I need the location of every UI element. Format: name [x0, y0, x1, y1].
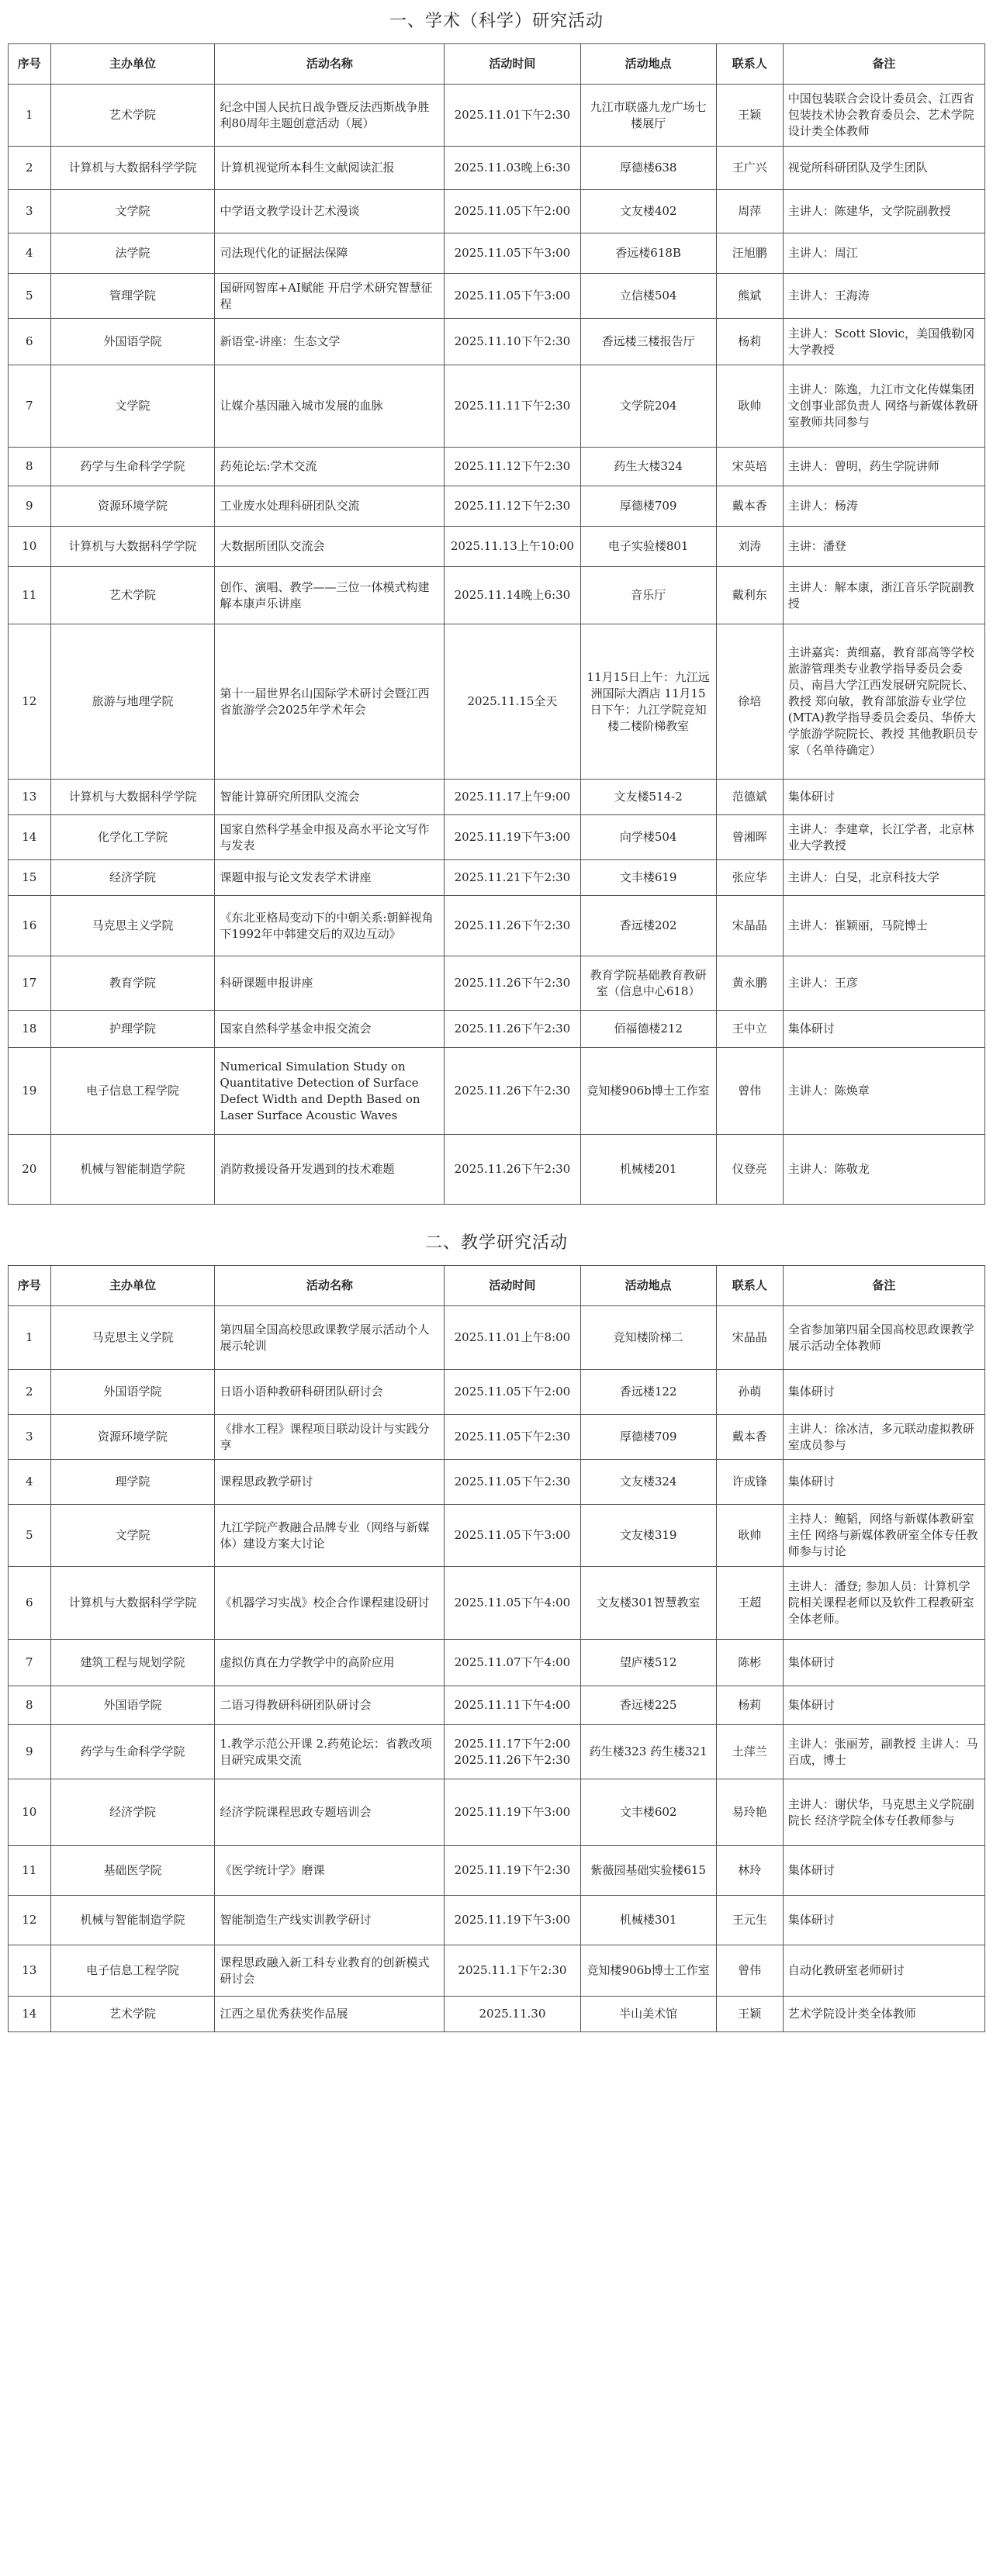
contact-person: 周萍	[716, 190, 783, 233]
activity-time: 2025.11.17上午9:00	[445, 780, 580, 815]
contact-person: 王颖	[716, 85, 783, 147]
activity-time: 2025.11.11下午2:30	[445, 365, 580, 448]
activity-name: 科研课题申报讲座	[215, 956, 445, 1011]
remarks: 全省参加第四届全国高校思政课教学展示活动全体教师	[783, 1306, 984, 1370]
row-number: 11	[9, 1846, 51, 1896]
activity-time: 2025.11.19下午2:30	[445, 1846, 580, 1896]
section-title-academic: 一、学术（科学）研究活动	[389, 12, 604, 31]
activity-name: 国研网智库+AI赋能 开启学术研究智慧征程	[215, 274, 445, 319]
contact-person: 黄永鹏	[716, 956, 783, 1011]
remarks: 主讲人：李建章，长江学者，北京林业大学教授	[783, 815, 984, 860]
table-header-row	[9, 44, 985, 85]
table-row	[9, 1505, 985, 1567]
host-unit: 基础医学院	[50, 1846, 215, 1896]
activity-name: 让媒介基因融入城市发展的血脉	[215, 365, 445, 448]
activity-name: 司法现代化的证据法保障	[215, 233, 445, 274]
row-number: 18	[9, 1011, 51, 1048]
activity-name: 大数据所团队交流会	[215, 527, 445, 567]
host-unit: 文学院	[50, 365, 215, 448]
activity-place: 九江市联盛九龙广场七楼展厅	[580, 85, 716, 147]
activity-time: 2025.11.15全天	[445, 624, 580, 780]
activity-name: 智能制造生产线实训教学研讨	[215, 1896, 445, 1945]
row-number: 5	[9, 1505, 51, 1567]
activity-name: 消防救援设备开发遇到的技术难题	[215, 1135, 445, 1205]
remarks: 集体研讨	[783, 1011, 984, 1048]
table-row	[9, 567, 985, 624]
row-number: 7	[9, 365, 51, 448]
table-row	[9, 233, 985, 274]
remarks: 主讲人：张丽芳，副教授 主讲人：马百成，博士	[783, 1725, 984, 1779]
host-unit: 资源环境学院	[50, 1415, 215, 1460]
contact-person: 王中立	[716, 1011, 783, 1048]
remarks: 集体研讨	[783, 1846, 984, 1896]
activity-name: 第四届全国高校思政课教学展示活动个人展示轮训	[215, 1306, 445, 1370]
activity-place: 机械楼301	[580, 1896, 716, 1945]
row-number: 4	[9, 233, 51, 274]
row-number: 2	[9, 147, 51, 190]
activity-name: 课题申报与论文发表学术讲座	[215, 860, 445, 896]
activity-time: 2025.11.05下午3:00	[445, 274, 580, 319]
header-org: 主办单位	[50, 44, 215, 85]
header-org: 主办单位	[50, 1266, 215, 1306]
table-row	[9, 815, 985, 860]
activity-place: 教育学院基础教育教研室（信息中心618）	[580, 956, 716, 1011]
activity-place: 望庐楼512	[580, 1640, 716, 1686]
header-time: 活动时间	[445, 1266, 580, 1306]
activity-name: 智能计算研究所团队交流会	[215, 780, 445, 815]
table-row	[9, 1779, 985, 1846]
row-number: 9	[9, 486, 51, 527]
activity-place: 文友楼319	[580, 1505, 716, 1567]
activity-time: 2025.11.05下午3:00	[445, 233, 580, 274]
remarks: 主讲：潘登	[783, 527, 984, 567]
header-contact: 联系人	[716, 1266, 783, 1306]
remarks: 集体研讨	[783, 1686, 984, 1725]
activity-name: 工业废水处理科研团队交流	[215, 486, 445, 527]
host-unit: 外国语学院	[50, 1370, 215, 1415]
host-unit: 艺术学院	[50, 567, 215, 624]
remarks: 主讲人：谢伏华，马克思主义学院副院长 经济学院全体专任教师参与	[783, 1779, 984, 1846]
header-note: 备注	[783, 1266, 984, 1306]
host-unit: 计算机与大数据科学学院	[50, 147, 215, 190]
activity-name: 计算机视觉所本科生文献阅读汇报	[215, 147, 445, 190]
host-unit: 建筑工程与规划学院	[50, 1640, 215, 1686]
host-unit: 外国语学院	[50, 1686, 215, 1725]
activity-time: 2025.11.19下午3:00	[445, 1896, 580, 1945]
remarks: 主讲人：崔颖丽，马院博士	[783, 896, 984, 956]
remarks: 集体研讨	[783, 1460, 984, 1505]
header-contact: 联系人	[716, 44, 783, 85]
table-row	[9, 365, 985, 448]
activity-time: 2025.11.26下午2:30	[445, 896, 580, 956]
host-unit: 马克思主义学院	[50, 896, 215, 956]
activity-place: 文友楼324	[580, 1460, 716, 1505]
contact-person: 林玲	[716, 1846, 783, 1896]
activity-name: 1.教学示范公开课 2.药苑论坛：省教改项目研究成果交流	[215, 1725, 445, 1779]
activity-name: 创作、演唱、教学——三位一体模式构建解本康声乐讲座	[215, 567, 445, 624]
table-row	[9, 1306, 985, 1370]
header-name: 活动名称	[215, 1266, 445, 1306]
table-row	[9, 1135, 985, 1205]
activity-time: 2025.11.26下午2:30	[445, 956, 580, 1011]
table-row	[9, 1725, 985, 1779]
host-unit: 经济学院	[50, 1779, 215, 1846]
contact-person: 宋英培	[716, 448, 783, 486]
host-unit: 马克思主义学院	[50, 1306, 215, 1370]
contact-person: 易玲艳	[716, 1779, 783, 1846]
activity-name: 九江学院产教融合品牌专业（网络与新媒体）建设方案大讨论	[215, 1505, 445, 1567]
row-number: 7	[9, 1640, 51, 1686]
activity-place: 香远楼122	[580, 1370, 716, 1415]
host-unit: 管理学院	[50, 274, 215, 319]
remarks: 主讲人：周江	[783, 233, 984, 274]
contact-person: 曾湘晖	[716, 815, 783, 860]
activity-time: 2025.11.1下午2:30	[445, 1945, 580, 1997]
remarks: 集体研讨	[783, 1640, 984, 1686]
activity-time: 2025.11.05下午4:00	[445, 1567, 580, 1640]
host-unit: 旅游与地理学院	[50, 624, 215, 780]
contact-person: 戴本香	[716, 486, 783, 527]
activity-name: 《排水工程》课程项目联动设计与实践分享	[215, 1415, 445, 1460]
remarks: 主持人：鲍韬，网络与新媒体教研室主任 网络与新媒体教研室全体专任教师参与讨论	[783, 1505, 984, 1567]
activity-name: 国家自然科学基金申报及高水平论文写作与发表	[215, 815, 445, 860]
section-title-teaching: 二、教学研究活动	[424, 1233, 568, 1253]
activity-place: 向学楼504	[580, 815, 716, 860]
contact-person: 王超	[716, 1567, 783, 1640]
activity-place: 竞知楼906b博士工作室	[580, 1945, 716, 1997]
table-row	[9, 147, 985, 190]
activity-time: 2025.11.26下午2:30	[445, 1011, 580, 1048]
table-row	[9, 1415, 985, 1460]
contact-person: 王广兴	[716, 147, 783, 190]
activity-place: 机械楼201	[580, 1135, 716, 1205]
activity-time: 2025.11.05下午3:00	[445, 1505, 580, 1567]
header-note: 备注	[783, 44, 984, 85]
contact-person: 许成锋	[716, 1460, 783, 1505]
table-row	[9, 1640, 985, 1686]
row-number: 10	[9, 1779, 51, 1846]
remarks: 主讲人：Scott Slovic，美国俄勒冈大学教授	[783, 319, 984, 365]
row-number: 20	[9, 1135, 51, 1205]
remarks: 主讲人：徐冰洁，多元联动虚拟教研室成员参与	[783, 1415, 984, 1460]
remarks: 艺术学院设计类全体教师	[783, 1997, 984, 2032]
remarks: 主讲人：白旻，北京科技大学	[783, 860, 984, 896]
table-row	[9, 274, 985, 319]
activity-name: 《医学统计学》磨课	[215, 1846, 445, 1896]
activity-time: 2025.11.26下午2:30	[445, 1135, 580, 1205]
table-row	[9, 190, 985, 233]
activity-place: 香远楼202	[580, 896, 716, 956]
contact-person: 陈彬	[716, 1640, 783, 1686]
header-place: 活动地点	[580, 1266, 716, 1306]
row-number: 5	[9, 274, 51, 319]
activity-place: 音乐厅	[580, 567, 716, 624]
table-row	[9, 780, 985, 815]
table-row	[9, 85, 985, 147]
host-unit: 药学与生命科学学院	[50, 1725, 215, 1779]
table-row	[9, 448, 985, 486]
host-unit: 电子信息工程学院	[50, 1945, 215, 1997]
activity-name: 药苑论坛:学术交流	[215, 448, 445, 486]
table-row	[9, 486, 985, 527]
remarks: 主讲人：王海涛	[783, 274, 984, 319]
contact-person: 王元生	[716, 1896, 783, 1945]
activity-name: 第十一届世界名山国际学术研讨会暨江西省旅游学会2025年学术年会	[215, 624, 445, 780]
activity-name: 课程思政融入新工科专业教育的创新模式研讨会	[215, 1945, 445, 1997]
table-row	[9, 1370, 985, 1415]
contact-person: 曾伟	[716, 1048, 783, 1135]
table-row	[9, 624, 985, 780]
activity-name: 经济学院课程思政专题培训会	[215, 1779, 445, 1846]
table-row	[9, 1945, 985, 1997]
row-number: 4	[9, 1460, 51, 1505]
row-number: 2	[9, 1370, 51, 1415]
row-number: 13	[9, 780, 51, 815]
table-row	[9, 1686, 985, 1725]
activity-time: 2025.11.10下午2:30	[445, 319, 580, 365]
host-unit: 外国语学院	[50, 319, 215, 365]
activity-place: 香远楼225	[580, 1686, 716, 1725]
remarks: 主讲人：陈逸，九江市文化传媒集团文创事业部负责人 网络与新媒体教研室教师共同参与	[783, 365, 984, 448]
contact-person: 孙萌	[716, 1370, 783, 1415]
contact-person: 仪登亮	[716, 1135, 783, 1205]
row-number: 16	[9, 896, 51, 956]
activity-place: 紫薇园基础实验楼615	[580, 1846, 716, 1896]
remarks: 集体研讨	[783, 1370, 984, 1415]
activity-time: 2025.11.01下午2:30	[445, 85, 580, 147]
remarks: 主讲人：陈敬龙	[783, 1135, 984, 1205]
activity-name: 江西之星优秀获奖作品展	[215, 1997, 445, 2032]
remarks: 集体研讨	[783, 780, 984, 815]
teaching-activities-table	[8, 1265, 985, 2032]
row-number: 3	[9, 190, 51, 233]
activity-place: 药生大楼324	[580, 448, 716, 486]
row-number: 11	[9, 567, 51, 624]
remarks: 主讲人：陈建华，文学院副教授	[783, 190, 984, 233]
table-row	[9, 1460, 985, 1505]
table-row	[9, 1846, 985, 1896]
activity-place: 文丰楼602	[580, 1779, 716, 1846]
table-row	[9, 319, 985, 365]
activity-name: 中学语文教学设计艺术漫谈	[215, 190, 445, 233]
remarks: 主讲人：杨涛	[783, 486, 984, 527]
activity-time: 2025.11.05下午2:30	[445, 1415, 580, 1460]
activity-name: 二语习得教研科研团队研讨会	[215, 1686, 445, 1725]
host-unit: 计算机与大数据科学学院	[50, 527, 215, 567]
table-row	[9, 1997, 985, 2032]
contact-person: 曾伟	[716, 1945, 783, 1997]
row-number: 9	[9, 1725, 51, 1779]
activity-place: 药生楼323 药生楼321	[580, 1725, 716, 1779]
contact-person: 王颖	[716, 1997, 783, 2032]
activity-time: 2025.11.14晚上6:30	[445, 567, 580, 624]
remarks: 主讲人：潘登; 参加人员：计算机学院相关课程老师以及软件工程教研室全体老师。	[783, 1567, 984, 1640]
activity-name: 虚拟仿真在力学教学中的高阶应用	[215, 1640, 445, 1686]
activity-time: 2025.11.12下午2:30	[445, 486, 580, 527]
activity-time: 2025.11.05下午2:00	[445, 1370, 580, 1415]
contact-person: 张应华	[716, 860, 783, 896]
activity-time: 2025.11.19下午3:00	[445, 815, 580, 860]
activity-time: 2025.11.07下午4:00	[445, 1640, 580, 1686]
activity-place: 竞知楼阶梯二	[580, 1306, 716, 1370]
row-number: 3	[9, 1415, 51, 1460]
host-unit: 护理学院	[50, 1011, 215, 1048]
activity-place: 厚德楼709	[580, 486, 716, 527]
remarks: 主讲人：解本康，浙江音乐学院副教授	[783, 567, 984, 624]
table-row	[9, 860, 985, 896]
activity-name: 《东北亚格局变动下的中朝关系:朝鲜视角下1992年中韩建交后的双边互动》	[215, 896, 445, 956]
remarks: 自动化教研室老师研讨	[783, 1945, 984, 1997]
activity-place: 11月15日上午：九江远洲国际大酒店 11月15日下午：九江学院竞知楼二楼阶梯教室	[580, 624, 716, 780]
host-unit: 文学院	[50, 1505, 215, 1567]
activity-time: 2025.11.19下午3:00	[445, 1779, 580, 1846]
activity-name: 国家自然科学基金申报交流会	[215, 1011, 445, 1048]
activity-time: 2025.11.30	[445, 1997, 580, 2032]
remarks: 集体研讨	[783, 1896, 984, 1945]
activity-place: 电子实验楼801	[580, 527, 716, 567]
row-number: 8	[9, 448, 51, 486]
table-row	[9, 896, 985, 956]
activity-name: 课程思政教学研讨	[215, 1460, 445, 1505]
activity-place: 文丰楼619	[580, 860, 716, 896]
academic-activities-table	[8, 43, 985, 1205]
contact-person: 宋晶晶	[716, 1306, 783, 1370]
activity-place: 竞知楼906b博士工作室	[580, 1048, 716, 1135]
table-row	[9, 956, 985, 1011]
contact-person: 耿帅	[716, 365, 783, 448]
remarks: 主讲嘉宾：黄细嘉，教育部高等学校旅游管理类专业教学指导委员会委员、南昌大学江西发展研究院院长、教授 郑向敏，教育部旅游专业学位(MTA)教学指导委员会委员、华侨大学旅游学院院长、教授 其他教职员专家（名单待确定）	[783, 624, 984, 780]
activity-name: 纪念中国人民抗日战争暨反法西斯战争胜利80周年主题创意活动（展）	[215, 85, 445, 147]
row-number: 17	[9, 956, 51, 1011]
activity-place: 文友楼402	[580, 190, 716, 233]
activity-place: 文学院204	[580, 365, 716, 448]
remarks: 中国包装联合会设计委员会、江西省包装技术协会教育委员会、艺术学院设计类全体教师	[783, 85, 984, 147]
remarks: 主讲人：王彦	[783, 956, 984, 1011]
row-number: 8	[9, 1686, 51, 1725]
host-unit: 化学化工学院	[50, 815, 215, 860]
contact-person: 土萍兰	[716, 1725, 783, 1779]
activity-time: 2025.11.17下午2:00 2025.11.26下午2:30	[445, 1725, 580, 1779]
host-unit: 计算机与大数据科学学院	[50, 1567, 215, 1640]
row-number: 12	[9, 1896, 51, 1945]
table-row	[9, 527, 985, 567]
contact-person: 刘涛	[716, 527, 783, 567]
activity-place: 佰福德楼212	[580, 1011, 716, 1048]
contact-person: 耿帅	[716, 1505, 783, 1567]
row-number: 14	[9, 815, 51, 860]
remarks: 主讲人：曾明，药生学院讲师	[783, 448, 984, 486]
activity-name: 日语小语种教研科研团队研讨会	[215, 1370, 445, 1415]
activity-place: 香远楼618B	[580, 233, 716, 274]
contact-person: 戴本香	[716, 1415, 783, 1460]
table-row	[9, 1011, 985, 1048]
activity-time: 2025.11.03晚上6:30	[445, 147, 580, 190]
row-number: 15	[9, 860, 51, 896]
contact-person: 杨莉	[716, 319, 783, 365]
table-row	[9, 1567, 985, 1640]
contact-person: 汪旭鹏	[716, 233, 783, 274]
activity-time: 2025.11.12下午2:30	[445, 448, 580, 486]
host-unit: 艺术学院	[50, 1997, 215, 2032]
activity-time: 2025.11.11下午4:00	[445, 1686, 580, 1725]
activity-name: Numerical Simulation Study on Quantitative Detection of Surface Defect Width and Depth Based on Laser Surface Acoustic Waves	[215, 1048, 445, 1135]
host-unit: 电子信息工程学院	[50, 1048, 215, 1135]
remarks: 主讲人：陈焕章	[783, 1048, 984, 1135]
activity-place: 半山美术馆	[580, 1997, 716, 2032]
activity-name: 《机器学习实战》校企合作课程建设研讨	[215, 1567, 445, 1640]
header-name: 活动名称	[215, 44, 445, 85]
table-header-row	[9, 1266, 985, 1306]
activity-time: 2025.11.01上午8:00	[445, 1306, 580, 1370]
remarks: 视觉所科研团队及学生团队	[783, 147, 984, 190]
header-no: 序号	[9, 44, 51, 85]
header-time: 活动时间	[445, 44, 580, 85]
host-unit: 经济学院	[50, 860, 215, 896]
contact-person: 熊斌	[716, 274, 783, 319]
activity-place: 厚德楼638	[580, 147, 716, 190]
row-number: 14	[9, 1997, 51, 2032]
host-unit: 药学与生命科学学院	[50, 448, 215, 486]
host-unit: 理学院	[50, 1460, 215, 1505]
contact-person: 杨莉	[716, 1686, 783, 1725]
header-no: 序号	[9, 1266, 51, 1306]
activity-place: 文友楼301智慧教室	[580, 1567, 716, 1640]
row-number: 6	[9, 1567, 51, 1640]
contact-person: 徐培	[716, 624, 783, 780]
row-number: 13	[9, 1945, 51, 1997]
row-number: 12	[9, 624, 51, 780]
activity-place: 立信楼504	[580, 274, 716, 319]
contact-person: 宋晶晶	[716, 896, 783, 956]
activity-place: 香远楼三楼报告厅	[580, 319, 716, 365]
row-number: 1	[9, 85, 51, 147]
activity-time: 2025.11.21下午2:30	[445, 860, 580, 896]
host-unit: 教育学院	[50, 956, 215, 1011]
activity-time: 2025.11.26下午2:30	[445, 1048, 580, 1135]
activity-time: 2025.11.05下午2:00	[445, 190, 580, 233]
activity-name: 新语堂-讲座：生态文学	[215, 319, 445, 365]
table-row	[9, 1048, 985, 1135]
row-number: 10	[9, 527, 51, 567]
host-unit: 资源环境学院	[50, 486, 215, 527]
activity-time: 2025.11.05下午2:30	[445, 1460, 580, 1505]
header-place: 活动地点	[580, 44, 716, 85]
host-unit: 机械与智能制造学院	[50, 1135, 215, 1205]
row-number: 1	[9, 1306, 51, 1370]
table-row	[9, 1896, 985, 1945]
row-number: 19	[9, 1048, 51, 1135]
activity-place: 厚德楼709	[580, 1415, 716, 1460]
row-number: 6	[9, 319, 51, 365]
host-unit: 艺术学院	[50, 85, 215, 147]
contact-person: 范德斌	[716, 780, 783, 815]
host-unit: 计算机与大数据科学学院	[50, 780, 215, 815]
activity-place: 文友楼514-2	[580, 780, 716, 815]
host-unit: 法学院	[50, 233, 215, 274]
contact-person: 戴利东	[716, 567, 783, 624]
host-unit: 文学院	[50, 190, 215, 233]
host-unit: 机械与智能制造学院	[50, 1896, 215, 1945]
activity-time: 2025.11.13上午10:00	[445, 527, 580, 567]
